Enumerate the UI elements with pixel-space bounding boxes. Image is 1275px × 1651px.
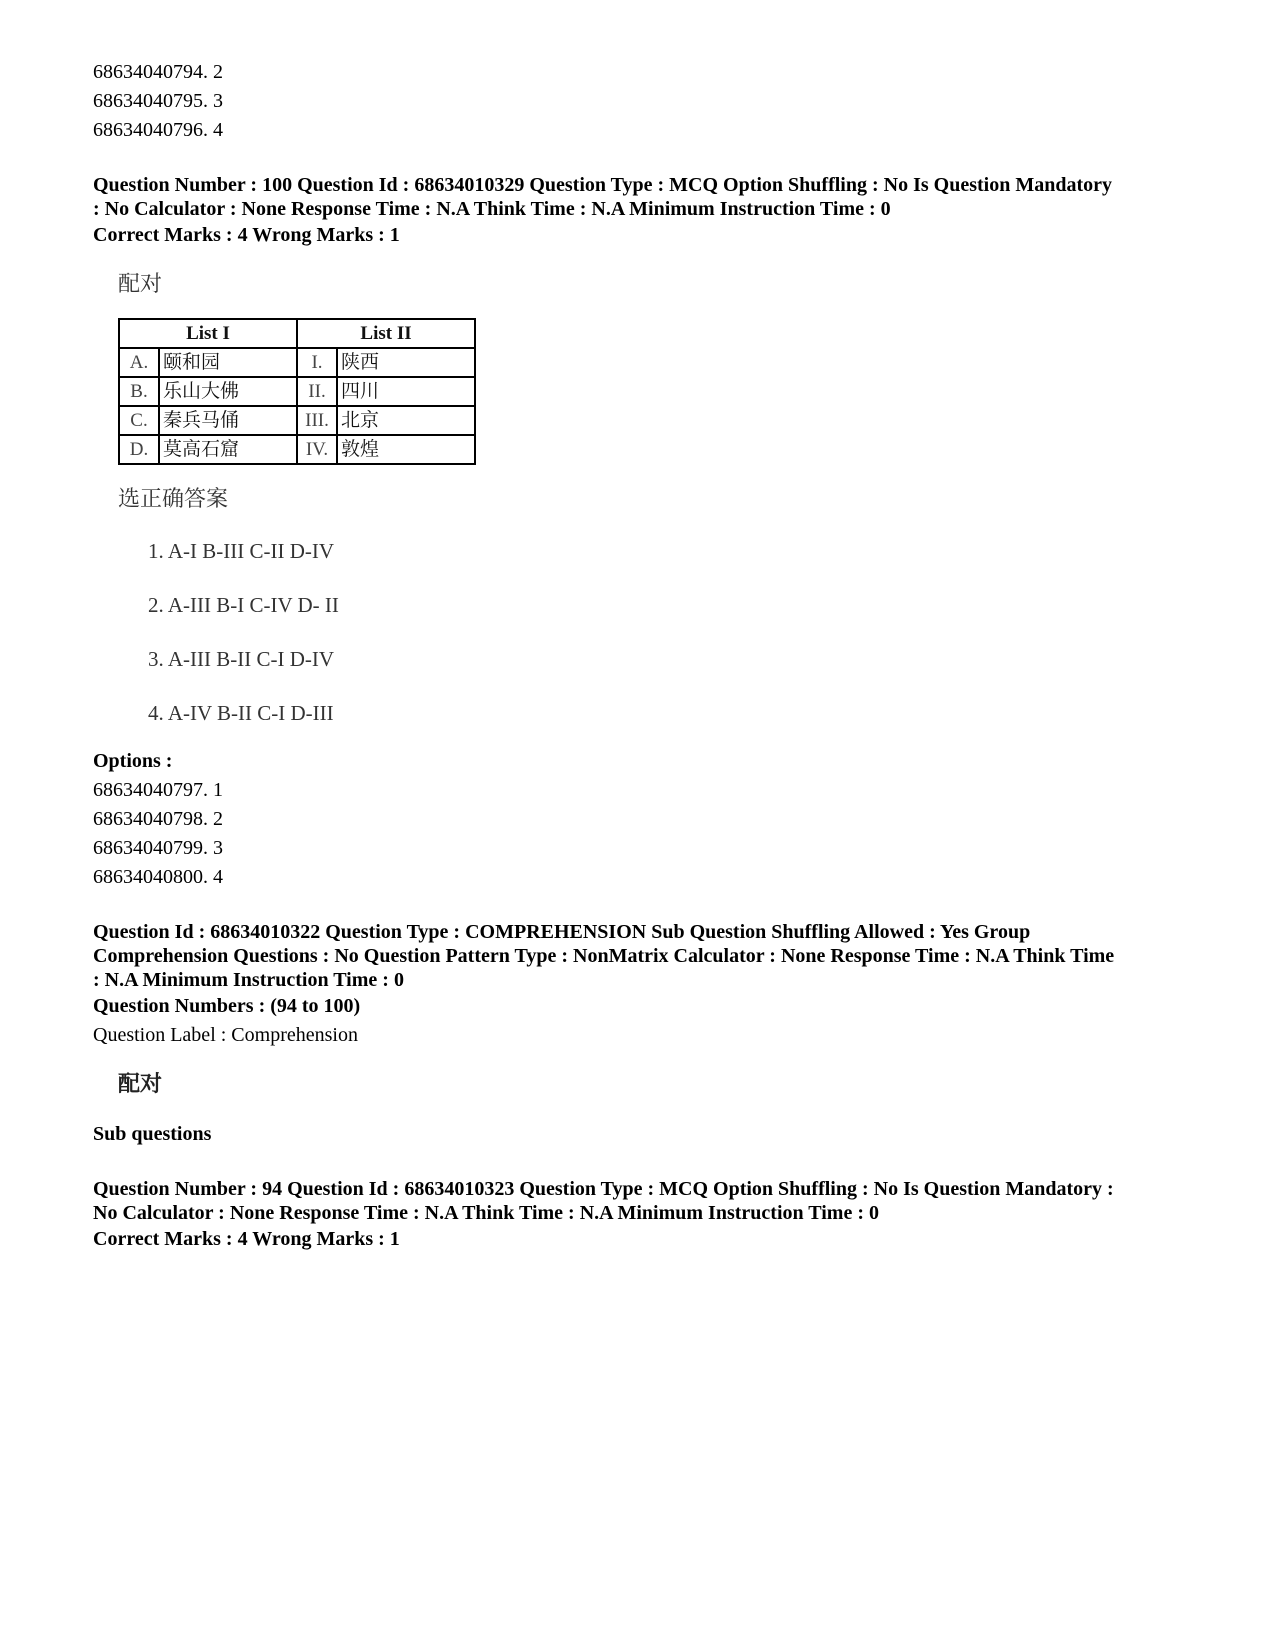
answer-choice: 3. A-III B-II C-I D-IV (148, 647, 335, 671)
option-item: 68634040794. 2 (93, 61, 223, 83)
sub-questions-label: Sub questions (93, 1123, 212, 1145)
answer-choice: 2. A-III B-I C-IV D- II (148, 593, 339, 617)
document-page (93, 58, 1193, 1254)
question-100-marks: Correct Marks : 4 Wrong Marks : 1 (93, 224, 400, 246)
option-item: 68634040800. 4 (93, 866, 223, 888)
option-item: 68634040798. 2 (93, 808, 223, 830)
answer-choices (118, 531, 1193, 747)
question-100-content (93, 268, 1193, 747)
option-item: 68634040797. 1 (93, 779, 223, 801)
option-item: 68634040795. 3 (93, 90, 223, 112)
question-label: Question Label : Comprehension (93, 1024, 358, 1046)
comprehension-heading: 配对 (118, 1072, 163, 1097)
list-2-header: List II (297, 319, 475, 348)
table-row: C. 秦兵马俑 III. 北京 (119, 406, 475, 435)
question-numbers: Question Numbers : (94 to 100) (93, 995, 361, 1017)
answer-choice: 1. A-I B-III C-II D-IV (148, 539, 335, 563)
option-item: 68634040799. 3 (93, 837, 223, 859)
question-100-block (93, 173, 1193, 892)
table-row: D. 莫高石窟 IV. 敦煌 (119, 435, 475, 464)
match-table (118, 318, 476, 465)
option-item: 68634040796. 4 (93, 119, 223, 141)
comprehension-block (93, 920, 1193, 1149)
question-94-marks: Correct Marks : 4 Wrong Marks : 1 (93, 1228, 400, 1250)
options-label: Options : (93, 750, 173, 772)
table-row: B. 乐山大佛 II. 四川 (119, 377, 475, 406)
answer-choice: 4. A-IV B-II C-I D-III (148, 701, 334, 725)
comprehension-meta: Question Id : 68634010322 Question Type : COMPREHENSION Sub Question Shuffling Allowed : Yes Group Comprehension Questions : No Question Pattern Type : NonMatrix Calculator : None Response Time : N.A Think Time : N.A Minimum Instruction Time : 0 (93, 921, 1115, 991)
question-100-options (93, 776, 1193, 892)
choose-answer-label: 选正确答案 (118, 487, 229, 512)
list-1-header: List I (119, 319, 297, 348)
question-94-block (93, 1177, 1193, 1254)
table-row: A. 颐和园 I. 陕西 (119, 348, 475, 377)
question-100-meta: Question Number : 100 Question Id : 68634010329 Question Type : MCQ Option Shuffling : No Is Question Mandatory : No Calculator : None Response Time : N.A Think Time : N.A Minimum Instruction Time : 0 (93, 174, 1112, 220)
question-94-meta: Question Number : 94 Question Id : 68634010323 Question Type : MCQ Option Shuffling : No Is Question Mandatory : No Calculator : None Response Time : N.A Think Time : N.A Minimum Instruction Time : 0 (93, 1178, 1114, 1224)
previous-options-list (93, 58, 1193, 145)
match-title: 配对 (118, 272, 163, 297)
